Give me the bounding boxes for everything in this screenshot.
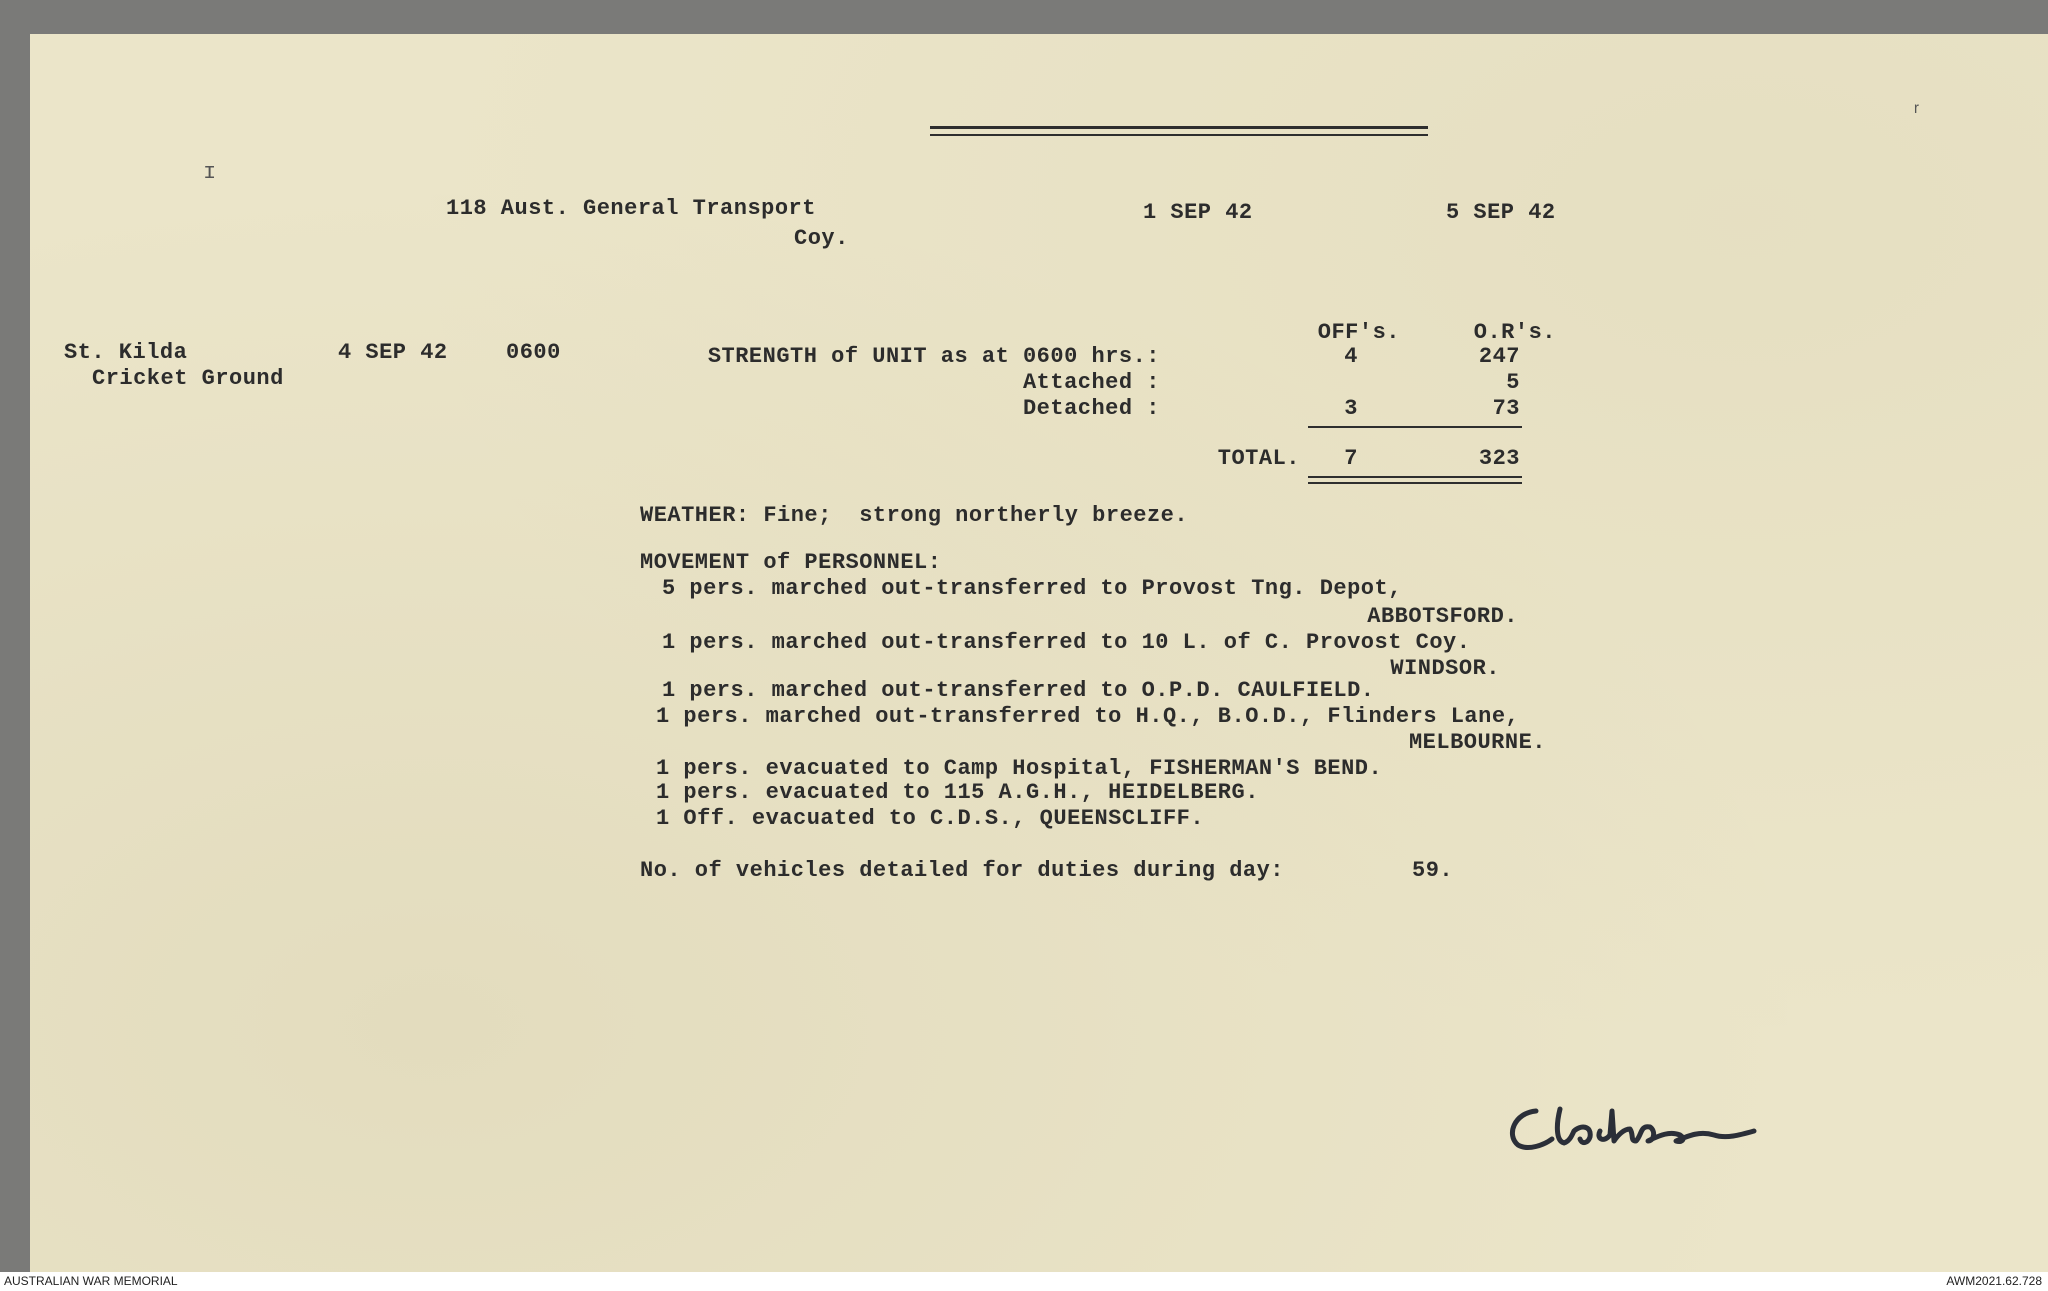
date-to: 5 SEP 42	[1446, 200, 1556, 225]
strength-row-label: Detached :	[1022, 396, 1160, 421]
movement-line: ABBOTSFORD.	[1367, 604, 1518, 629]
strength-row-label: STRENGTH of UNIT as at 0600 hrs.:	[707, 344, 1160, 369]
entry-time: 0600	[506, 340, 561, 365]
date-from: 1 SEP 42	[1143, 200, 1253, 225]
signature	[1500, 1095, 1800, 1165]
unit-name-line1: 118 Aust. General Transport	[446, 196, 816, 221]
vehicles-value: 59.	[1412, 858, 1454, 883]
total-rule-top	[1308, 476, 1522, 478]
strength-row-off: 3	[1344, 396, 1358, 421]
vehicles-label: No. of vehicles detailed for duties during day:	[640, 858, 1285, 883]
corner-mark: ʳ	[1910, 100, 1924, 125]
footer-right: AWM2021.62.728	[1946, 1274, 2042, 1288]
movement-line: 1 pers. marched out-transferred to 10 L. of C. Provost Coy.	[662, 630, 1471, 655]
movement-line: 1 pers. marched out-transferred to H.Q., B.O.D., Flinders Lane,	[656, 704, 1520, 729]
total-off: 7	[1344, 446, 1358, 471]
movement-heading: MOVEMENT of PERSONNEL:	[640, 550, 942, 575]
movement-line: 1 pers. marched out-transferred to O.P.D. CAULFIELD.	[662, 678, 1375, 703]
place-line2: Cricket Ground	[92, 366, 284, 391]
pencil-mark: ɪ	[203, 160, 217, 185]
header-rule-bottom	[930, 134, 1428, 136]
movement-line: 5 pers. marched out-transferred to Provost Tng. Depot,	[662, 576, 1402, 601]
total-label: TOTAL.	[1217, 446, 1300, 471]
movement-line: 1 pers. evacuated to 115 A.G.H., HEIDELBERG.	[656, 780, 1259, 805]
strength-row-or: 247	[1478, 344, 1520, 369]
strength-row-or: 73	[1492, 396, 1520, 421]
entry-date: 4 SEP 42	[338, 340, 448, 365]
subtotal-rule	[1308, 426, 1522, 428]
place-line1: St. Kilda	[64, 340, 188, 365]
footer-left: AUSTRALIAN WAR MEMORIAL	[4, 1274, 178, 1288]
total-rule-bottom	[1308, 482, 1522, 484]
total-or: 323	[1478, 446, 1520, 471]
strength-row-or: 5	[1506, 370, 1520, 395]
strength-row-off: 4	[1344, 344, 1358, 369]
movement-line: 1 Off. evacuated to C.D.S., QUEENSCLIFF.	[656, 806, 1205, 831]
unit-name-line2: Coy.	[794, 226, 849, 251]
movement-line: 1 pers. evacuated to Camp Hospital, FISHERMAN'S BEND.	[656, 756, 1383, 781]
header-rule-top	[930, 126, 1428, 129]
strength-row-label: Attached :	[1022, 370, 1160, 395]
movement-line: MELBOURNE.	[1408, 730, 1546, 755]
archive-footer	[0, 1272, 2048, 1291]
weather-line: WEATHER: Fine; strong northerly breeze.	[640, 503, 1189, 528]
movement-line: WINDSOR.	[1390, 656, 1500, 681]
col-header-or: O.R's.	[1473, 320, 1556, 345]
col-header-off: OFF's.	[1317, 320, 1400, 345]
